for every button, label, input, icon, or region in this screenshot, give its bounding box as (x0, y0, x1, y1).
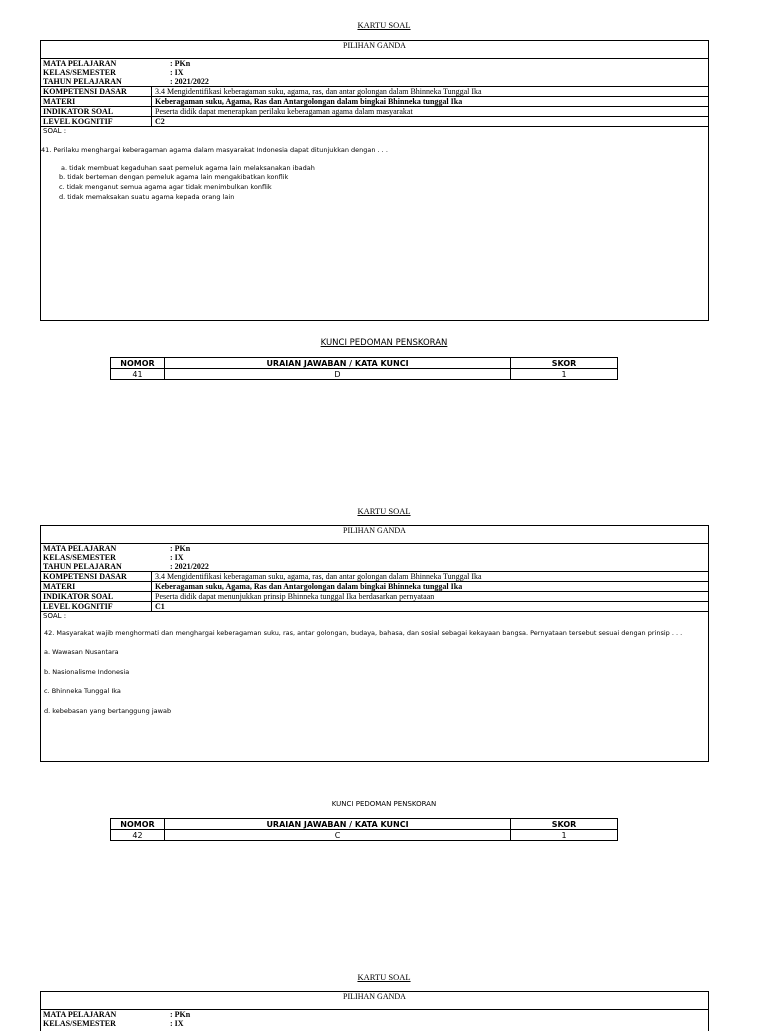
question-block (41, 126, 708, 313)
cell-number: 41 (111, 369, 165, 380)
level-row (41, 601, 708, 611)
question-type-header: PILIHAN GANDA (41, 992, 708, 1010)
question-card (40, 991, 709, 1031)
indicator-row (41, 106, 708, 116)
question-text: 42. Masyarakat wajib menghormati dan menghargai keberagaman suku, ras, antar golongan, budaya, bahasa, dan sosial sebagai kekayaan bangsa. Pernyataan tersebut sesuai dengan prinsip . . . (44, 629, 683, 637)
question-text: 41. Perilaku menghargai keberagaman agama dalam masyarakat Indonesia dapat ditunjukkan dengan . . . (41, 146, 388, 154)
level-value: C1 (155, 602, 165, 611)
option-a: a. Wawasan Nusantara (44, 648, 119, 656)
subject-label: MATA PELAJARAN (43, 1010, 117, 1019)
header-score: SKOR (511, 819, 618, 830)
indicator-value: Peserta didik dapat menerapkan perilaku keberagaman agama dalam masyarakat (155, 107, 413, 116)
material-row (41, 581, 708, 591)
competency-label: KOMPETENSI DASAR (41, 572, 152, 581)
card-title: KARTU SOAL (357, 20, 411, 30)
material-value: Keberagaman suku, Agama, Ras dan Antargolongan dalam bingkai Bhinneka tunggal Ika (155, 582, 463, 591)
indicator-label: INDIKATOR SOAL (41, 107, 152, 116)
question-label: SOAL : (43, 127, 67, 135)
subject-value: : PKn (170, 544, 191, 553)
cell-score: 1 (511, 830, 618, 841)
class-value: : IX (170, 1019, 184, 1028)
option-b: b. Nasionalisme Indonesia (44, 668, 130, 676)
subject-info (41, 1010, 708, 1028)
option-c: c. tidak menganut semua agama agar tidak menimbulkan konflik (59, 183, 272, 191)
indicator-label: INDIKATOR SOAL (41, 592, 152, 601)
option-c: c. Bhinneka Tunggal Ika (44, 687, 121, 695)
header-answer: URAIAN JAWABAN / KATA KUNCI (165, 819, 511, 830)
answer-key-title: KUNCI PEDOMAN PENSKORAN (320, 338, 448, 348)
option-b: b. tidak berteman dengan pemeluk agama lain mengakibatkan konflik (59, 173, 289, 181)
indicator-value: Peserta didik dapat menunjukkan prinsip Bhinneka tunggal Ika berdasarkan pernyataan (155, 592, 435, 601)
question-type-header: PILIHAN GANDA (41, 41, 708, 59)
subject-value: : PKn (170, 1010, 191, 1019)
question-block (41, 611, 708, 755)
header-number: NOMOR (111, 819, 165, 830)
cell-answer: C (165, 830, 511, 841)
option-d: d. kebebasan yang bertanggung jawab (44, 707, 172, 715)
question-type-header: PILIHAN GANDA (41, 526, 708, 544)
subject-info (41, 544, 708, 571)
material-row (41, 96, 708, 106)
answer-key-table (110, 818, 618, 841)
question-card (40, 525, 709, 762)
cell-number: 42 (111, 830, 165, 841)
class-label: KELAS/SEMESTER (43, 553, 116, 562)
material-label: MATERI (41, 97, 152, 106)
header-score: SKOR (511, 358, 618, 369)
card-title: KARTU SOAL (357, 972, 411, 982)
header-number: NOMOR (111, 358, 165, 369)
competency-value: 3.4 Mengidentifikasi keberagaman suku, agama, ras, dan antar golongan dalam Bhinneka Tunggal Ika (155, 87, 482, 96)
cell-score: 1 (511, 369, 618, 380)
class-label: KELAS/SEMESTER (43, 68, 116, 77)
competency-row (41, 571, 708, 581)
material-value: Keberagaman suku, Agama, Ras dan Antargolongan dalam bingkai Bhinneka tunggal Ika (155, 97, 463, 106)
competency-label: KOMPETENSI DASAR (41, 87, 152, 96)
year-label: TAHUN PELAJARAN (43, 562, 122, 571)
answer-key-table (110, 357, 618, 380)
subject-label: MATA PELAJARAN (43, 59, 117, 68)
class-value: : IX (170, 553, 184, 562)
class-label: KELAS/SEMESTER (43, 1019, 116, 1028)
level-value: C2 (155, 117, 165, 126)
year-value: : 2021/2022 (170, 77, 209, 86)
header-answer: URAIAN JAWABAN / KATA KUNCI (165, 358, 511, 369)
question-card (40, 40, 709, 321)
cell-answer: D (165, 369, 511, 380)
competency-row (41, 86, 708, 96)
answer-key-title: KUNCI PEDOMAN PENSKORAN (331, 800, 437, 808)
level-label: LEVEL KOGNITIF (41, 117, 152, 126)
year-value: : 2021/2022 (170, 562, 209, 571)
question-label: SOAL : (43, 612, 67, 620)
competency-value: 3.4 Mengidentifikasi keberagaman suku, agama, ras, dan antar golongan dalam Bhinneka Tunggal Ika (155, 572, 482, 581)
subject-info (41, 59, 708, 86)
level-row (41, 116, 708, 126)
indicator-row (41, 591, 708, 601)
card-title: KARTU SOAL (357, 506, 411, 516)
year-label: TAHUN PELAJARAN (43, 77, 122, 86)
subject-label: MATA PELAJARAN (43, 544, 117, 553)
level-label: LEVEL KOGNITIF (41, 602, 152, 611)
class-value: : IX (170, 68, 184, 77)
option-a: a. tidak membuat kegaduhan saat pemeluk agama lain melaksanakan ibadah (61, 164, 315, 172)
subject-value: : PKn (170, 59, 191, 68)
material-label: MATERI (41, 582, 152, 591)
option-d: d. tidak memaksakan suatu agama kepada orang lain (59, 193, 235, 201)
